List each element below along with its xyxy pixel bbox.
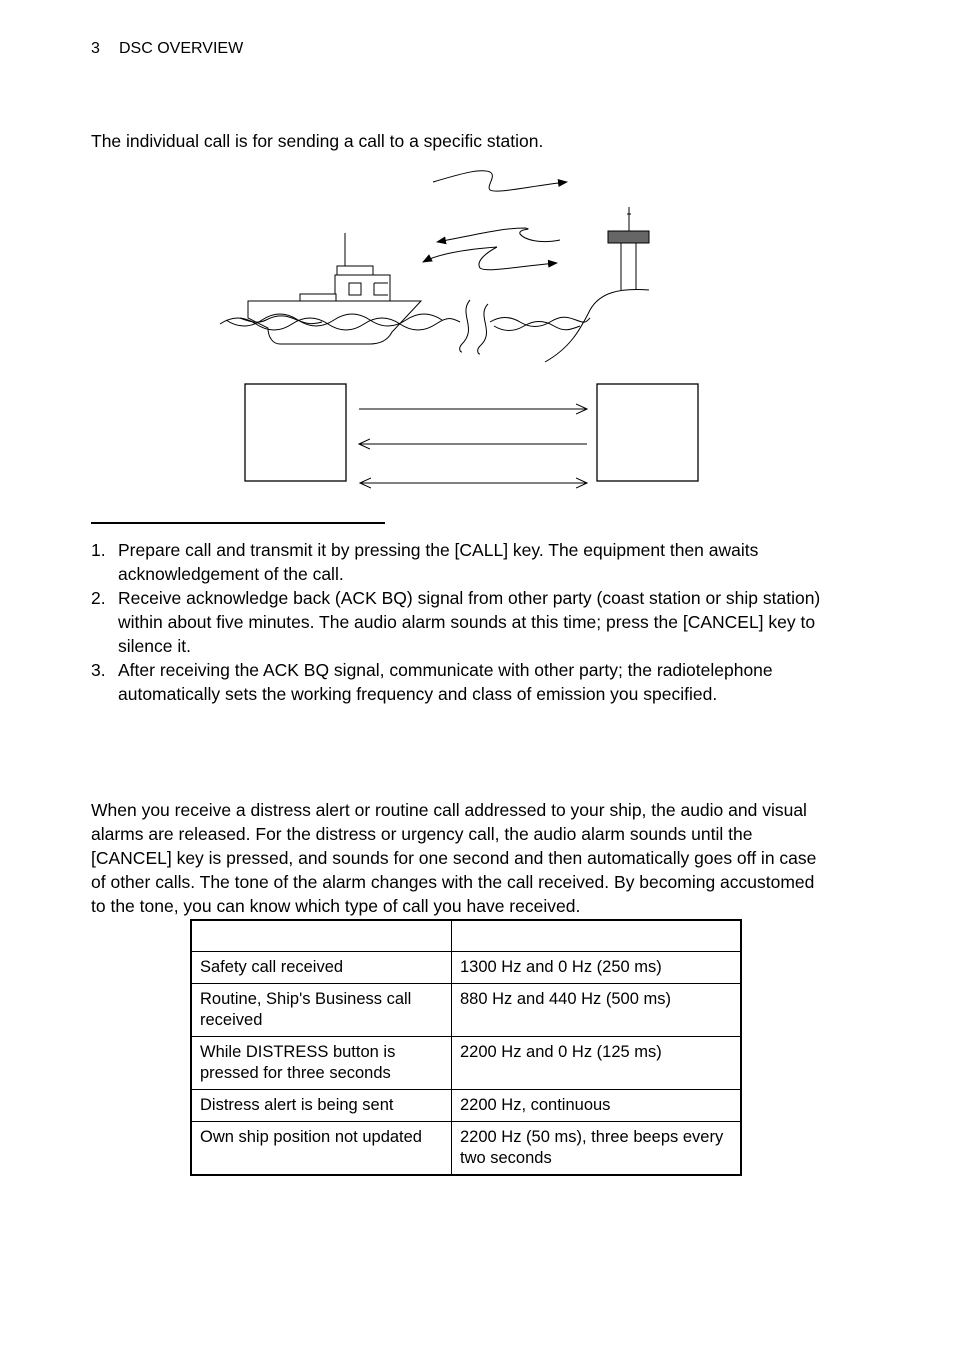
table-cell: 880 Hz and 440 Hz (500 ms) — [452, 984, 742, 1037]
outgoing-wave-icon — [433, 171, 567, 191]
step-number: 3. — [91, 660, 106, 680]
table-cell: While DISTRESS button is pressed for three seconds — [191, 1037, 452, 1090]
table-header-row — [191, 920, 741, 952]
step-number: 1. — [91, 540, 106, 560]
alarm-tone-table — [190, 919, 742, 1176]
table-header-cell — [452, 920, 742, 952]
other-station-box — [597, 384, 698, 481]
table-cell: 1300 Hz and 0 Hz (250 ms) — [452, 952, 742, 984]
radio-wave-icons — [423, 171, 567, 270]
table-row — [191, 1037, 741, 1090]
table-row — [191, 1122, 741, 1176]
table-cell: Safety call received — [191, 952, 452, 984]
individual-call-diagram — [0, 160, 954, 500]
list-item — [91, 538, 831, 586]
chapter-title: DSC OVERVIEW — [119, 40, 244, 57]
table-cell: Distress alert is being sent — [191, 1090, 452, 1122]
step-number: 2. — [91, 588, 106, 608]
procedure-steps — [91, 538, 831, 706]
section-divider — [91, 522, 385, 524]
table-cell: Own ship position not updated — [191, 1122, 452, 1176]
table-header-cell — [191, 920, 452, 952]
table-cell: Routine, Ship's Business call received — [191, 984, 452, 1037]
list-item — [91, 586, 831, 658]
incoming-wave-icon — [437, 228, 560, 242]
table-cell: 2200 Hz, continuous — [452, 1090, 742, 1122]
alarm-paragraph: When you receive a distress alert or routine call addressed to your ship, the audio and visual alarms are released. For the distress or urgency call, the audio alarm sounds until the [CANCEL] key is pressed, and sounds for one second and then automatically goes off in case of other calls. The tone of the alarm changes with the call received. By becoming accustomed to the tone, you can know which type of call you have received. — [91, 800, 817, 916]
coast-station-icon — [545, 207, 649, 362]
intro-text: The individual call is for sending a call to a specific station. — [91, 131, 544, 151]
page-header — [91, 40, 243, 58]
own-ship-box — [245, 384, 346, 481]
table-row — [191, 984, 741, 1037]
list-item — [91, 658, 831, 706]
step-text: Prepare call and transmit it by pressing the [CALL] key. The equipment then awaits acknowledgement of the call. — [118, 540, 759, 584]
table-row — [191, 952, 741, 984]
signal-arrows — [359, 409, 587, 483]
step-text: After receiving the ACK BQ signal, communicate with other party; the radiotelephone automatically sets the working frequency and class of emission you specified. — [118, 660, 773, 704]
table-row — [191, 1090, 741, 1122]
step-text: Receive acknowledge back (ACK BQ) signal from other party (coast station or ship station) within about five minutes. The audio alarm sounds at this time; press the [CANCEL] key to silence it. — [118, 588, 821, 656]
table-cell: 2200 Hz (50 ms), three beeps every two seconds — [452, 1122, 742, 1176]
table-cell: 2200 Hz and 0 Hz (125 ms) — [452, 1037, 742, 1090]
chapter-number: 3 — [91, 40, 100, 57]
